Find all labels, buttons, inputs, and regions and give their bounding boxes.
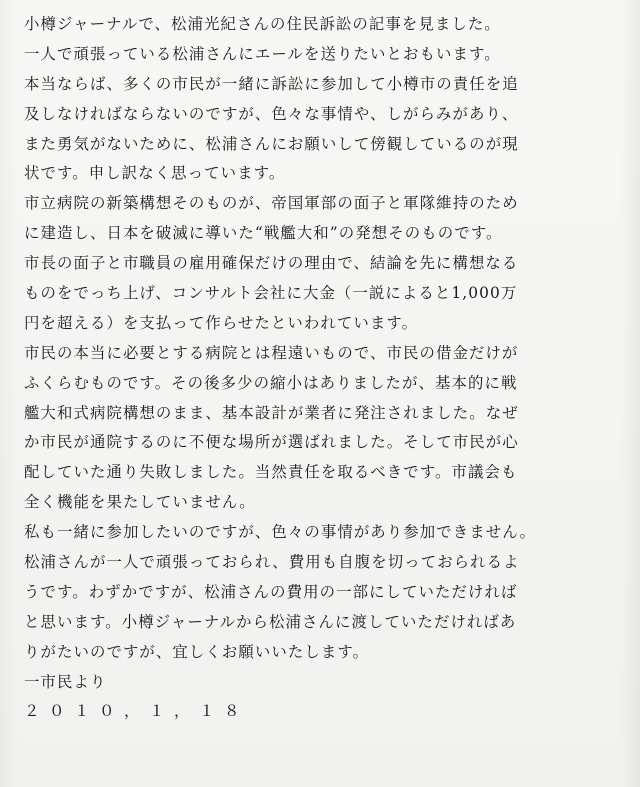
letter-line: 円を超える）を支払って作らせたといわれています。 bbox=[24, 313, 419, 332]
letter-line: また勇気がないために、松浦さんにお願いして傍観しているのが現 bbox=[24, 134, 519, 153]
letter-line: か市民が通院するのに不便な場所が選ばれました。そして市民が心 bbox=[24, 433, 519, 452]
signature: 一市民より bbox=[24, 672, 107, 691]
letter-line: 艦大和式病院構想のまま、基本設計が業者に発注されました。なぜ bbox=[24, 403, 519, 422]
letter-line: 松浦さんが一人で頑張っておられ、費用も自腹を切っておられるよ bbox=[24, 553, 520, 572]
letter-line: 市立病院の新築構想そのものが、帝国軍部の面子と軍隊維持のため bbox=[24, 194, 519, 213]
paragraph-2 bbox=[24, 189, 616, 338]
letter-line: ものをでっち上げ、コンサルト会社に大金（一説によると1,000万 bbox=[24, 284, 518, 303]
letter-line: 配していた通り失敗しました。当然責任を取るべきです。市議会も bbox=[24, 463, 518, 482]
letter-line: うです。わずかですが、松浦さんの費用の一部にしていただければ bbox=[24, 582, 518, 601]
letter-line: 市民の本当に必要とする病院とは程遠いもので、市民の借金だけが bbox=[24, 343, 519, 362]
letter-line: 私も一緒に参加したいのですが、色々の事情があり参加できません。 bbox=[24, 523, 537, 542]
paragraph-3 bbox=[24, 339, 616, 518]
paragraph-1 bbox=[24, 10, 616, 189]
letter-line: ふくらむものです。その後多少の縮小はありましたが、基本的に戦 bbox=[24, 373, 518, 392]
letter-line: 本当ならば、多くの市民が一緒に訴訟に参加して小樽市の責任を追 bbox=[24, 74, 519, 93]
letter-date: ２０１０，１，１８ bbox=[24, 702, 250, 721]
letter-line: 状です。申し訳なく思っています。 bbox=[24, 164, 286, 183]
letter-line: 及しなければならないのですが、色々な事情や、しがらみがあり、 bbox=[24, 104, 519, 123]
letter-line: 小樽ジャーナルで、松浦光紀さんの住民訴訟の記事を見ました。 bbox=[24, 15, 501, 33]
letter-line: 市長の面子と市職員の雇用確保だけの理由で、結論を先に構想なる bbox=[24, 254, 519, 273]
letter-line: 全く機能を果たしていません。 bbox=[24, 493, 256, 512]
letter-line: 一人で頑張っている松浦さんにエールを送りたいとおもいます。 bbox=[24, 44, 501, 63]
letter-line: りがたいのですが、宜しくお願いいたします。 bbox=[24, 642, 370, 661]
letter-line: に建造し、日本を破滅に導いた“戦艦大和”の発想そのものです。 bbox=[24, 224, 503, 243]
letter-line: と思います。小樽ジャーナルから松浦さんに渡していただければあ bbox=[24, 612, 517, 631]
paragraph-4 bbox=[24, 518, 616, 667]
letter-body bbox=[24, 10, 616, 727]
